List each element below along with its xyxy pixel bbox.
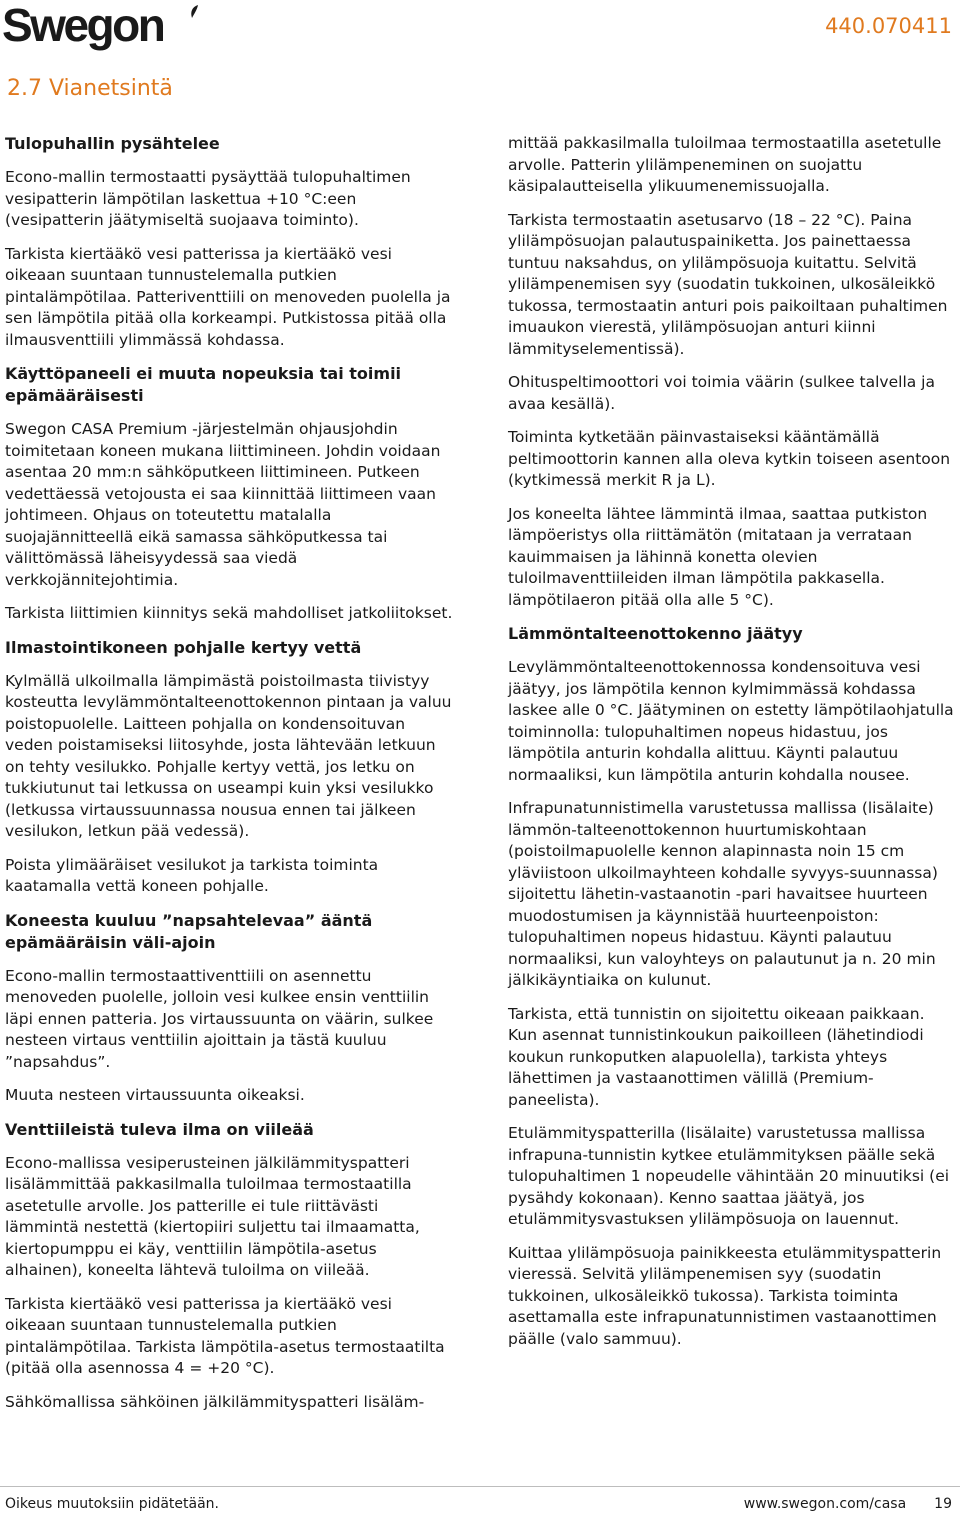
paragraph: Jos koneelta lähtee lämmintä ilmaa, saattaa putkiston lämpöeristys olla riittämätön (mitataan ja verrataan kauimmaisen ja lähinnä konetta olevien tuloilmaventtiileiden ilman lämpötila pakkasella. lämpötilaeron pitää olla alle 5 °C). <box>508 504 928 609</box>
paragraph: Kylmällä ulkoilmalla lämpimästä poistoilmasta tiivistyy kosteutta levylämmöntalteenottokennon pintaan ja valuu poistopuolelle. Laitteen pohjalla on kondensoituvan veden poistamiseksi liitosyhde, josta lähtevään letkuun on tehty vesilukko. Pohjalle kertyy vettä, jos letku on tukkiutunut tai letkussa on useampi kuin yksi vesilukko (letkussa virtaussuunnassa nousua ennen tai jälkeen vesilukon, letkun pää vedessä). <box>5 671 452 840</box>
paragraph: Tarkista liittimien kiinnitys sekä mahdolliset jatkoliitokset. <box>5 604 453 622</box>
leaf-icon <box>188 4 200 20</box>
paragraph: Muuta nesteen virtaussuunta oikeaksi. <box>5 1086 305 1104</box>
paragraph: Levylämmöntalteenottokennossa kondensoituva vesi jäätyy, jos lämpötila kennon kylmimmässä kohdassa laskee alle 0 °C. Jäätyminen on estetty lämpötilaohjatulla toiminnolla: tulopuhaltimen nopeus hidastuu, jos lämpötila anturin kohdalla alittuu. Käynti palautuu normaaliksi, kun lämpötila anturin kohdalla nousee. <box>508 658 954 784</box>
paragraph: Poista ylimääräiset vesilukot ja tarkista toiminta kaatamalla vettä koneen pohjalle. <box>5 855 379 895</box>
heading-heat-exchanger-freezes: Lämmöntalteenottokenno jäätyy <box>508 624 803 643</box>
section-title: 2.7 Vianetsintä <box>7 76 173 101</box>
footer-right <box>744 1496 952 1512</box>
logo-wordmark: Swegon <box>2 0 164 51</box>
footer-url: www.swegon.com/casa <box>743 1496 907 1512</box>
paragraph: Sähkömallissa sähköinen jälkilämmityspatteri lisäläm- <box>5 1392 425 1411</box>
heading-supply-fan-stops: Tulopuhallin pysähtelee <box>5 134 220 153</box>
paragraph: Swegon CASA Premium -järjestelmän ohjausjohdin toimitetaan koneen mukana liittimineen. Johdin voidaan asentaa 20 mm:n sähköputkeen liittimineen. Putkeen vedettäessä vetojousta ei saa kiinnittää liittimeen vaan johtimeen. Ohjaus on toteutettu matalalla suojajännitteellä eikä samassa sähköputkessa tai välittömässä läheisyydessä saa viedä verkkojännitejohtimia. <box>5 420 441 589</box>
paragraph: mittää pakkasilmalla tuloilmaa termostaatilla asetetulle arvolle. Patterin ylilämpeneminen on suojattu käsipalautteisella ylikuumenemissuojalla. <box>508 134 942 195</box>
paragraph: Toiminta kytketään päinvastaiseksi kääntämällä peltimoottorin kannen alla oleva kytkin toiseen asentoon (kytkimessä merkit R ja L). <box>508 428 951 489</box>
paragraph: Econo-mallissa vesiperusteinen jälkilämmityspatteri lisälämmittää pakkasilmalla tuloilmaa termostaatilla asetetulle arvolle. Jos patterille ei tule riittävästi lämmintä nestettä (kiertopiiri suljettu tai ilmaamatta, kiertopumppu ei käy, venttiilin lämpötila-asetus alhainen), koneelta lähtevä tuloilma on viileää. <box>5 1153 420 1279</box>
left-column <box>5 133 453 1425</box>
footer-divider <box>0 1486 960 1487</box>
swegon-logo <box>2 0 163 52</box>
paragraph: Econo-mallin termostaatti pysäyttää tulopuhaltimen vesipatterin lämpötilan laskettua +10 °C:een (vesipatterin jäätymiseltä suojaava toiminto). <box>5 168 411 229</box>
paragraph: Tarkista termostaatin asetusarvo (18 – 22 °C). Paina ylilämpösuojan palautuspainiketta. Jos painettaessa tuntuu naksahdus, on ylilämpösuoja kuitattu. Selvitä ylilämpenemisen syy (suodatin tukkoinen, ulkosäleikkö tukossa, termostaatin anturi pois paikoiltaan puhaltimen imuaukon vierestä, ylilämpösuojan anturi kiinni lämmityselementissä). <box>508 210 948 358</box>
paragraph: Etulämmityspatterilla (lisälaite) varustetussa mallissa infrapuna-tunnistin kytkee etulämmityksen päälle sekä tulopuhaltimen 1 nopeudelle vähintään 20 minuutiksi (ei pysähdy kokonaan). Kenno saattaa jäätyä, jos etulämmitysvastuksen ylilämpösuoja on lauennut. <box>508 1124 950 1228</box>
paragraph: Infrapunatunnistimella varustetussa mallissa (lisälaite) lämmön-talteenottokennon huurtumiskohtaan (poistoilmapuolelle kennon alapinnasta noin 15 cm yläviistoon ulkoilmayhteen kohdalle syvyys-suunnassa) sijoitettu lähetin-vastaanotin -pari havaitsee huurteen muodostumisen ja käynnistää huurteenpoiston: tulopuhaltimen nopeus hidastuu. Käynti palautuu normaaliksi, kun valoyhteys on palautunut ja n. 20 min jälkikäyntiaika on kulunut. <box>508 799 938 989</box>
paragraph: Tarkista kiertääkö vesi patterissa ja kiertääkö vesi oikeaan suuntaan tunnustelemalla putkien pintalämpötilaa. Tarkista lämpötila-asetus termostaatilta (pitää olla asennossa 4 = +20 °C). <box>5 1294 445 1377</box>
document-number: 440.070411 <box>825 14 952 38</box>
heading-water-accumulates: Ilmastointikoneen pohjalle kertyy vettä <box>5 637 362 657</box>
paragraph: Tarkista, että tunnistin on sijoitettu oikeaan paikkaan. Kun asennat tunnistinkoukun paikoilleen (lähetindiodi koukun runkoputken alapuolella), tarkista yhteys lähettimen ja vastaanottimen välillä (Premium-paneelista). <box>508 1004 925 1109</box>
paragraph: Ohituspeltimoottori voi toimia väärin (sulkee talvella ja avaa kesällä). <box>508 373 935 413</box>
heading-control-panel: Käyttöpaneeli ei muuta nopeuksia tai toimii epämääräisesti <box>5 364 402 405</box>
footer-disclaimer: Oikeus muutoksiin pidätetään. <box>5 1496 220 1512</box>
page-number: 19 <box>934 1496 952 1512</box>
heading-cool-air: Venttiileistä tuleva ilma on viileää <box>5 1119 314 1139</box>
paragraph: Econo-mallin termostaattiventtiili on asennettu menoveden puolelle, jolloin vesi kulkee ensin venttiilin läpi ennen patteria. Jos virtaussuunta on väärin, sulkee nesteen virtaus venttiilin ajoittain ja tästä kuuluu ”napsahdus”. <box>5 966 434 1071</box>
paragraph: Tarkista kiertääkö vesi patterissa ja kiertääkö vesi oikeaan suuntaan tunnustelemalla putkien pintalämpötilaa. Patteriventtiili on menoveden puolella ja sen lämpötila pitää olla korkeampi. Putkistossa pitää olla ilmausventtiili ylimmässä kohdassa. <box>5 244 451 349</box>
paragraph: Kuittaa ylilämpösuoja painikkeesta etulämmityspatterin vieressä. Selvitä ylilämpenemisen syy (suodatin tukkoinen, ulkosäleikkö tukossa). Tarkista toiminta asettamalla este infrapunatunnistimen vastaanottimen päälle (valo sammuu). <box>508 1243 942 1348</box>
heading-clicking-noise: Koneesta kuuluu ”napsahtelevaa” ääntä epämääräisin väli-ajoin <box>5 910 373 952</box>
right-column <box>508 133 954 1362</box>
